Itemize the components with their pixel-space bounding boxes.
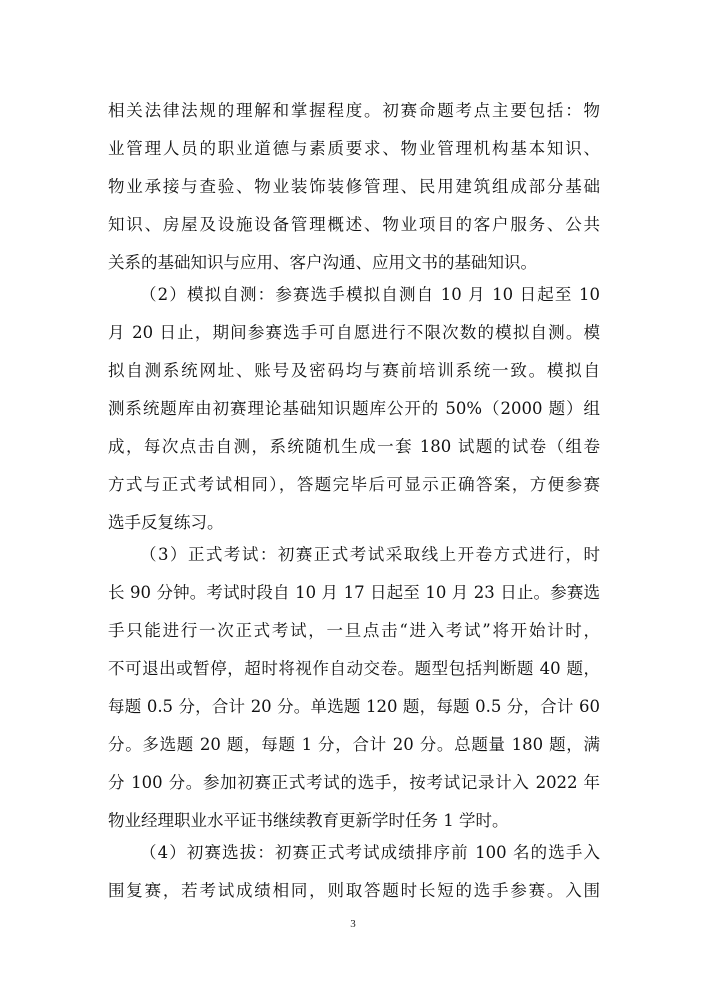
text-line: 业管理人员的职业道德与素质要求、物业管理机构基本知识、: [108, 139, 600, 158]
text-line: 测系统题库由初赛理论基础知识题库公开的 50%（2000 题）组: [108, 399, 600, 418]
text-line: 长 90 分钟。考试时段自 10 月 17 日起至 10 月 23 日止。参赛选: [108, 583, 600, 602]
text-line: 选手反复练习。: [108, 513, 224, 532]
paragraph-formal-exam: [108, 536, 600, 840]
text-line: 成，每次点击自测，系统随机生成一套 180 试题的试卷（组卷: [108, 437, 600, 456]
text-line: 分 100 分。参加初赛正式考试的选手，按考试记录计入 2022 年: [108, 773, 600, 792]
text-line: 分。多选题 20 题，每题 1 分，合计 20 分。总题量 180 题，满: [108, 735, 600, 754]
text-line: 手只能进行一次正式考试，一旦点击“进入考试”将开始计时，: [108, 621, 600, 640]
text-line: （4）初赛选拔：初赛正式考试成绩排序前 100 名的选手入: [140, 843, 600, 862]
text-line: 物业经理职业水平证书继续教育更新学时任务 1 学时。: [108, 811, 509, 830]
text-line: 相关法律法规的理解和掌握程度。初赛命题考点主要包括：物: [108, 101, 600, 120]
paragraph-exam-topics: [108, 92, 600, 282]
text-line: 物业承接与查验、物业装饰装修管理、民用建筑组成部分基础: [108, 177, 600, 196]
text-line: 拟自测系统网址、账号及密码均与赛前培训系统一致。模拟自: [108, 361, 600, 380]
text-line: 每题 0.5 分，合计 20 分。单选题 120 题，每题 0.5 分，合计 60: [108, 697, 600, 716]
text-line: 关系的基础知识与应用、客户沟通、应用文书的基础知识。: [108, 253, 537, 272]
text-line: （3）正式考试：初赛正式考试采取线上开卷方式进行，时: [140, 545, 600, 564]
text-line: 围复赛，若考试成绩相同，则取答题时长短的选手参赛。入围: [108, 881, 600, 900]
paragraph-mock-test: [108, 276, 600, 542]
text-line: 知识、房屋及设施设备管理概述、物业项目的客户服务、公共: [108, 215, 600, 234]
text-line: （2）模拟自测：参赛选手模拟自测自 10 月 10 日起至 10: [140, 285, 600, 304]
paragraph-selection: [108, 834, 600, 910]
text-line: 方式与正式考试相同），答题完毕后可显示正确答案，方便参赛: [108, 475, 600, 494]
page-number: 3: [350, 918, 356, 930]
text-line: 不可退出或暂停，超时将视作自动交卷。题型包括判断题 40 题，: [108, 659, 600, 678]
text-line: 月 20 日止，期间参赛选手可自愿进行不限次数的模拟自测。模: [108, 323, 600, 342]
